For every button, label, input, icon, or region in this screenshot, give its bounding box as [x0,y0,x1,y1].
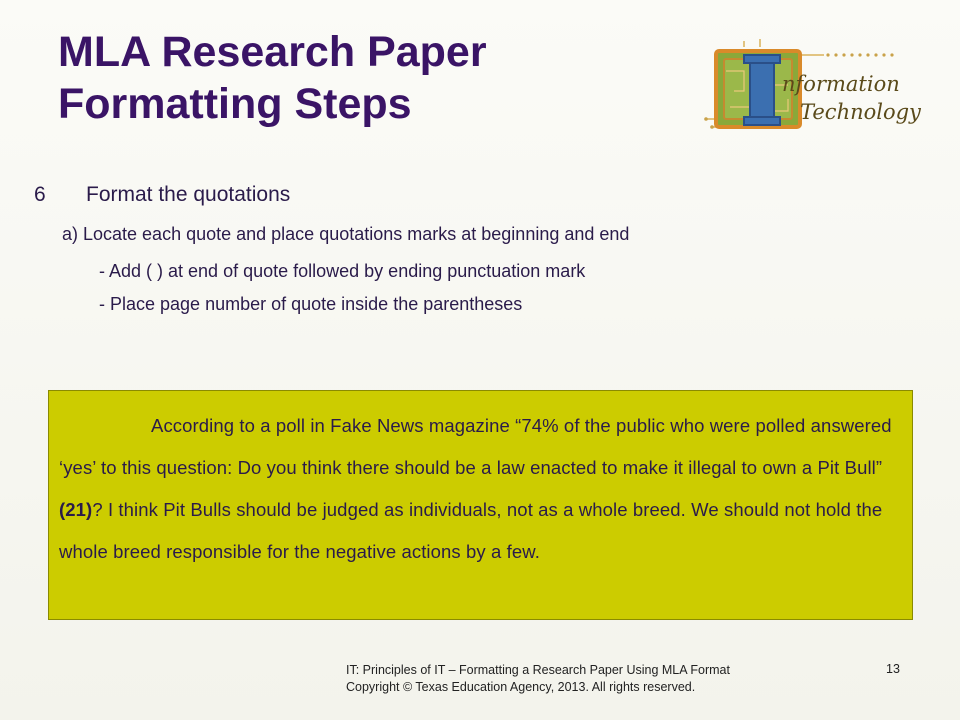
logo-word-technology: Technology [800,100,921,124]
step-number: 6 [34,183,46,206]
example-text-after: ? I think Pit Bulls should be judged as individuals, not as a whole breed. We should not hold the whole breed responsible for the negative actions by a few. [59,499,883,562]
footer-course-line: IT: Principles of IT – Formatting a Research Paper Using MLA Format [346,663,730,677]
step-label: Format the quotations [86,183,291,206]
example-paragraph [59,405,902,573]
slide-footer [346,662,730,696]
step-heading [34,183,290,207]
example-text-before: According to a poll in Fake News magazine “74% of the public who were polled answered ‘yes’ to this question: Do you think there should be a law enacted to make it illegal to own a Pit Bull” [59,415,892,478]
page-number: 13 [886,662,900,676]
title-line-1: MLA Research Paper [58,28,487,76]
information-technology-logo [704,41,921,133]
example-citation: (21) [59,499,93,520]
slide-title [58,26,678,130]
sub-bullet-page-number: - Place page number of quote inside the parentheses [99,294,523,314]
footer-copyright-line: Copyright © Texas Education Agency, 2013. All rights reserved. [346,680,696,694]
example-quote-box [48,390,913,620]
logo-word-information: nformation [782,72,900,96]
title-line-2: Formatting Steps [58,80,412,128]
sub-step-a: a) Locate each quote and place quotations marks at beginning and end [62,224,630,244]
sub-bullet-add-parentheses: - Add ( ) at end of quote followed by ending punctuation mark [99,261,586,281]
